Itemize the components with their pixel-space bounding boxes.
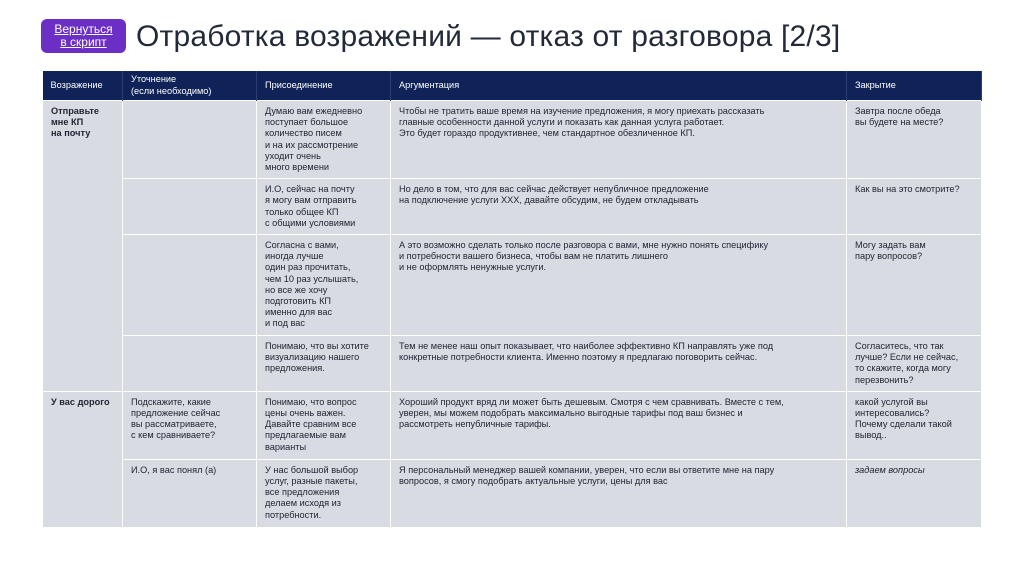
header-objection: Возражение (43, 71, 123, 101)
closing-cell: какой услугой вы интересовались? Почему сделали такой вывод.. (847, 391, 982, 459)
argument-cell: Я персональный менеджер вашей компании, уверен, что если вы ответите мне на пару вопросов, я смогу подобрать актуальные услуги, цены для вас (391, 459, 847, 527)
argument-cell: Чтобы не тратить ваше время на изучение предложения, я могу приехать рассказать главные особенности данной услуги и показать как данная услуга работает. Это будет гораздо продуктивнее, чем стандартное обезличенное КП. (391, 101, 847, 179)
argument-cell: Тем не менее наш опыт показывает, что наиболее эффективно КП направлять уже под конкретные потребности клиента. Именно поэтому я предлагаю поговорить сейчас. (391, 336, 847, 392)
table-row (43, 235, 982, 336)
closing-cell: Завтра после обеда вы будете на месте? (847, 101, 982, 179)
table-row (43, 101, 982, 179)
closing-cell: задаем вопросы (847, 459, 982, 527)
objection-handling-table (42, 71, 982, 528)
header-argument: Аргументация (391, 71, 847, 101)
clarification-cell (123, 179, 257, 235)
joining-cell: У нас большой выбор услуг, разные пакеты, все предложения делаем исходя из потребности. (257, 459, 391, 527)
table-row (43, 336, 982, 392)
argument-cell: Хороший продукт вряд ли может быть дешевым. Смотря с чем сравнивать. Вместе с тем, уверен, мы можем подобрать максимально выгодные тарифы под ваш бизнес и рассмотреть непубличные тарифы. (391, 391, 847, 459)
table-header-row (43, 71, 982, 101)
closing-cell: Могу задать вам пару вопросов? (847, 235, 982, 336)
header-clarification: Уточнение (если необходимо) (123, 71, 257, 101)
joining-cell: Думаю вам ежедневно поступает большое количество писем и на их рассмотрение уходит очень много времени (257, 101, 391, 179)
clarification-cell (123, 235, 257, 336)
clarification-cell (123, 336, 257, 392)
header-closing: Закрытие (847, 71, 982, 101)
argument-cell: Но дело в том, что для вас сейчас действует непубличное предложение на подключение услуги XXX, давайте обсудим, не будем откладывать (391, 179, 847, 235)
joining-cell: И.О, сейчас на почту я могу вам отправить только общее КП с общими условиями (257, 179, 391, 235)
closing-cell: Как вы на это смотрите? (847, 179, 982, 235)
table-row (43, 459, 982, 527)
clarification-cell (123, 101, 257, 179)
page-title: Отработка возражений — отказ от разговора [2/3] (136, 20, 841, 53)
clarification-cell: Подскажите, какие предложение сейчас вы рассматриваете, с кем сравниваете? (123, 391, 257, 459)
table-row (43, 391, 982, 459)
back-to-script-button[interactable]: Вернуться в скрипт (41, 19, 126, 53)
objection-cell: Отправьте мне КП на почту (43, 101, 123, 392)
closing-cell: Согласитесь, что так лучше? Если не сейчас, то скажите, когда могу перезвонить? (847, 336, 982, 392)
table-row (43, 179, 982, 235)
header-joining: Присоединение (257, 71, 391, 101)
clarification-cell: И.О, я вас понял (а) (123, 459, 257, 527)
argument-cell: А это возможно сделать только после разговора с вами, мне нужно понять специфику и потребности вашего бизнеса, чтобы вам не платить лишнего и не оформлять ненужные услуги. (391, 235, 847, 336)
joining-cell: Понимаю, что вы хотите визуализацию нашего предложения. (257, 336, 391, 392)
objection-cell: У вас дорого (43, 391, 123, 527)
joining-cell: Понимаю, что вопрос цены очень важен. Давайте сравним все предлагаемые вам варианты (257, 391, 391, 459)
joining-cell: Согласна с вами, иногда лучше один раз прочитать, чем 10 раз услышать, но все же хочу подготовить КП именно для вас и под вас (257, 235, 391, 336)
